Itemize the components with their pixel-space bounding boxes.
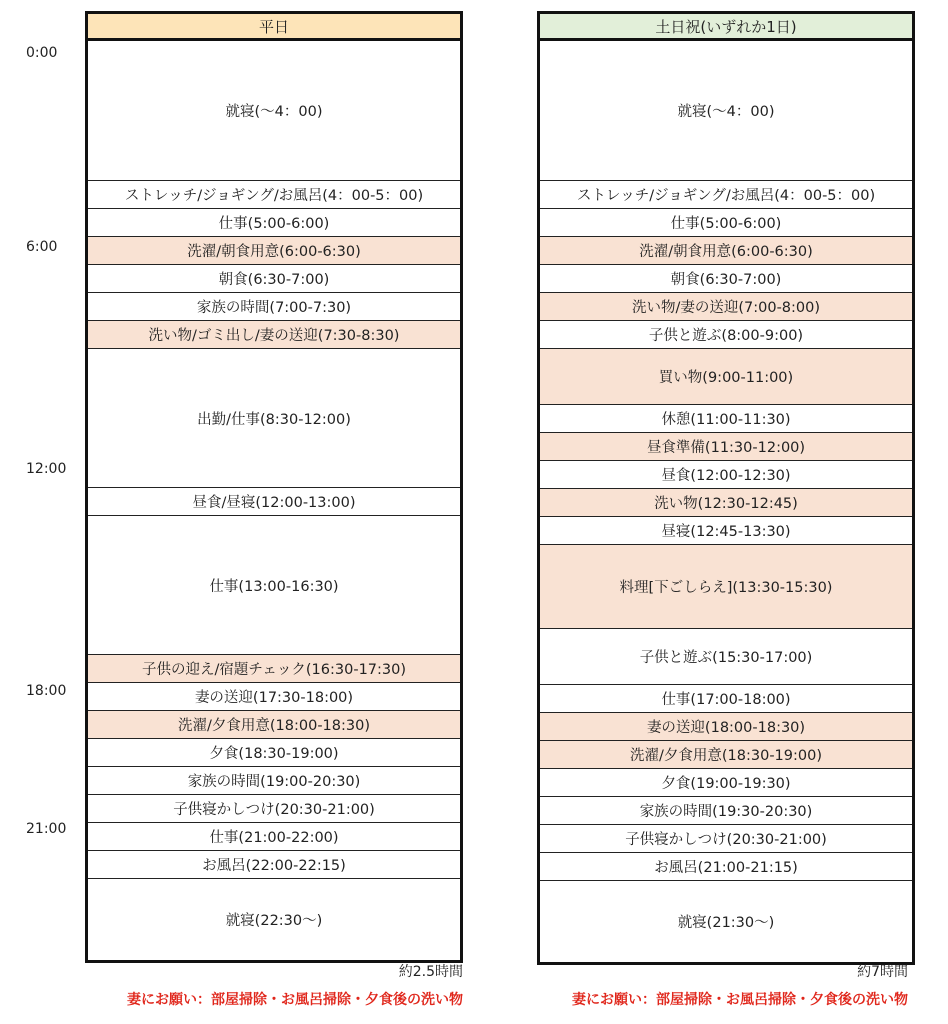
weekday-header: 平日 bbox=[85, 11, 463, 41]
weekday-row-17: お風呂(22:00-22:15) bbox=[88, 850, 460, 878]
holiday-row-12: 昼寝(12:45-13:30) bbox=[540, 516, 912, 544]
time-label-21: 21:00 bbox=[26, 821, 67, 837]
weekday-row-4: 朝食(6:30-7:00) bbox=[88, 264, 460, 292]
weekday-row-9: 仕事(13:00-16:30) bbox=[88, 515, 460, 654]
weekday-row-3: 洗濯/朝食用意(6:00-6:30) bbox=[88, 236, 460, 264]
weekday-row-11: 妻の送迎(17:30-18:00) bbox=[88, 682, 460, 710]
weekday-row-10: 子供の迎え/宿題チェック(16:30-17:30) bbox=[88, 654, 460, 682]
weekday-row-13: 夕食(18:30-19:00) bbox=[88, 738, 460, 766]
holiday-schedule-column bbox=[537, 11, 915, 965]
weekday-schedule-column bbox=[85, 11, 463, 963]
holiday-header: 土日祝(いずれか1日) bbox=[537, 11, 915, 41]
holiday-row-3: 洗濯/朝食用意(6:00-6:30) bbox=[540, 236, 912, 264]
holiday-request-note: 妻にお願い：部屋掃除・お風呂掃除・夕食後の洗い物 bbox=[572, 992, 908, 1008]
holiday-row-18: 夕食(19:00-19:30) bbox=[540, 768, 912, 796]
weekday-row-0: 就寝(〜4：00) bbox=[225, 104, 323, 120]
weekday-row-16: 仕事(21:00-22:00) bbox=[88, 822, 460, 850]
holiday-row-1: ストレッチ/ジョギング/お風呂(4：00-5：00) bbox=[540, 180, 912, 208]
holiday-row-10: 昼食(12:00-12:30) bbox=[540, 460, 912, 488]
holiday-row-14: 子供と遊ぶ(15:30-17:00) bbox=[540, 628, 912, 684]
holiday-row-20: 子供寝かしつけ(20:30-21:00) bbox=[540, 824, 912, 852]
holiday-row-8: 休憩(11:00-11:30) bbox=[540, 404, 912, 432]
holiday-row-15: 仕事(17:00-18:00) bbox=[540, 684, 912, 712]
holiday-row-13: 料理[下ごしらえ](13:30-15:30) bbox=[540, 544, 912, 628]
holiday-row-21: お風呂(21:00-21:15) bbox=[540, 852, 912, 880]
holiday-row-5: 洗い物/妻の送迎(7:00-8:00) bbox=[540, 292, 912, 320]
time-label-0: 0:00 bbox=[26, 45, 58, 61]
weekday-row-2: 仕事(5:00-6:00) bbox=[88, 208, 460, 236]
holiday-row-7: 買い物(9:00-11:00) bbox=[540, 348, 912, 404]
holiday-row-2: 仕事(5:00-6:00) bbox=[540, 208, 912, 236]
time-label-6: 6:00 bbox=[26, 239, 58, 255]
weekday-row-14: 家族の時間(19:00-20:30) bbox=[88, 766, 460, 794]
holiday-row-0: 就寝(〜4：00) bbox=[677, 104, 775, 120]
holiday-row-22: 就寝(21:30〜) bbox=[540, 880, 912, 962]
holiday-row-11: 洗い物(12:30-12:45) bbox=[540, 488, 912, 516]
holiday-rows bbox=[540, 41, 912, 962]
weekday-request-note: 妻にお願い：部屋掃除・お風呂掃除・夕食後の洗い物 bbox=[127, 992, 463, 1008]
weekday-row-12: 洗濯/夕食用意(18:00-18:30) bbox=[88, 710, 460, 738]
holiday-row-9: 昼食準備(11:30-12:00) bbox=[540, 432, 912, 460]
weekday-row-8: 昼食/昼寝(12:00-13:00) bbox=[88, 487, 460, 515]
weekday-row-6: 洗い物/ゴミ出し/妻の送迎(7:30-8:30) bbox=[88, 320, 460, 348]
weekday-row-1: ストレッチ/ジョギング/お風呂(4：00-5：00) bbox=[88, 180, 460, 208]
holiday-row-4: 朝食(6:30-7:00) bbox=[540, 264, 912, 292]
holiday-total-note: 約7時間 bbox=[857, 964, 908, 980]
holiday-row-17: 洗濯/夕食用意(18:30-19:00) bbox=[540, 740, 912, 768]
holiday-row-19: 家族の時間(19:30-20:30) bbox=[540, 796, 912, 824]
weekday-row-7: 出勤/仕事(8:30-12:00) bbox=[88, 348, 460, 487]
weekday-total-note: 約2.5時間 bbox=[398, 964, 463, 980]
time-label-12: 12:00 bbox=[26, 461, 67, 477]
weekday-row-15: 子供寝かしつけ(20:30-21:00) bbox=[88, 794, 460, 822]
holiday-row-16: 妻の送迎(18:00-18:30) bbox=[540, 712, 912, 740]
time-label-18: 18:00 bbox=[26, 683, 67, 699]
weekday-row-5: 家族の時間(7:00-7:30) bbox=[88, 292, 460, 320]
holiday-row-6: 子供と遊ぶ(8:00-9:00) bbox=[540, 320, 912, 348]
weekday-row-18: 就寝(22:30〜) bbox=[88, 878, 460, 960]
weekday-rows bbox=[88, 41, 460, 960]
